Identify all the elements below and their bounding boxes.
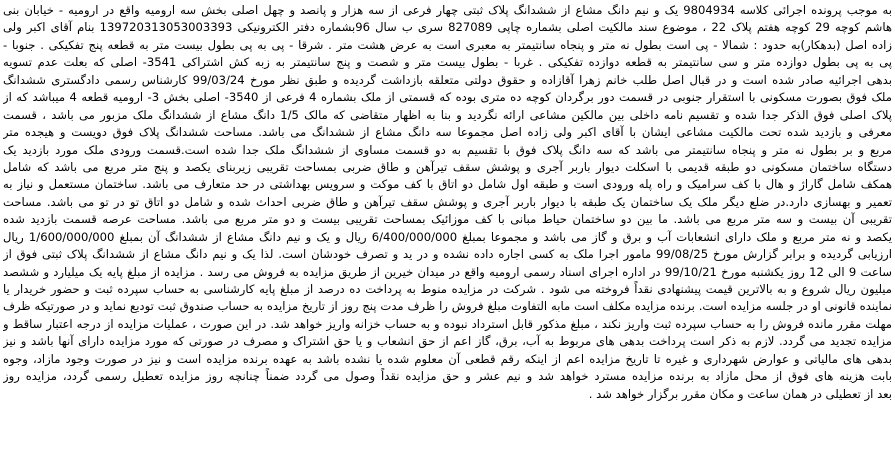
- notice-text-line: میلیون ریال شروع و به بالاترین قیمت پیشنهادی نقداً فروخته می شود . شرکت در مزایده منوط به پرداخت ده درصد از مبلغ پایه کارشناسی به حساب سپرده ثبت و حضور خریدار یا: [3, 282, 892, 296]
- notice-text-line: مزایده تجدید می گردد. لازم به ذکر است پرداخت بدهی های مربوط به آب، برق، گاز اعم از حق انشعاب و یا حق اشتراک و مصرف در صورتی که مورد مزایده دارای آنها باشد و نیز: [3, 334, 892, 349]
- notice-text-line: نماینده قانونی او در جلسه مزایده است. برنده مزایده مکلف است مابه التفاوت مبلغ فروش را ظرف مدت پنج روز از تاریخ مزایده به حساب صندوق ثبت تودیع نماید و در صورتیکه ظرف: [3, 299, 892, 314]
- notice-text-line: ساعت 9 الی 12 روز یکشنبه مورخ 99/10/21 در اداره اجرای اسناد رسمی ارومیه واقع در میدان خیرین از طریق مزایده به فروش می رسد . مزایده از مبلغ پایه یک میلیارد و ششصد: [3, 264, 892, 279]
- notice-text-line: معرفی و بازدید شده تحت مالکیت مشاعی ایشان با آقای اکبر ولی زاده اصل مجموعا سه دانگ مشاع از ششدانگ می باشد. مساحت ششدانگ پلاک فوق دویست و هیجده متر: [3, 125, 892, 140]
- notice-text-line: به موجب پرونده اجرائی کلاسه 9804934 یک و نیم دانگ مشاع از ششدانگ پلاک ثبتی چهار فرعی از سه هزار و پانصد و چهل اصلی بخش سه ارومیه واقع در ارومیه - خیابان بنی: [3, 3, 892, 17]
- notice-text-line: زاده اصل (بدهکار)به حدود : شمالا - پی است بطول نه متر و پنجاه سانتیمتر به معبری است به عرض هشت متر . شرقا - پی به پی بطول بیست متر به قطعه پنج تفکیکی . جنوبا -: [3, 37, 892, 52]
- notice-text-line: بابت هزینه های فوق از محل مازاد به برنده مزایده مسترد خواهد شد و نیم عشر و حق مزایده نقداً وصول می گردد ضمناً چنانچه روز مزایده تعطیل رسمی گردد، مزایده روز: [3, 369, 892, 384]
- notice-text-line: مربع و بر بطول نه متر و پنجاه سانتیمتر می باشد که سه دانگ پلاک فوق با تقسیم به دو قسمت مساوی از ششدانگ ملک جدا شده است.قسمت ورودی ملک مورد بازدید یک: [3, 142, 892, 157]
- notice-text-line: بدهی های مالیاتی و عوارض شهرداری و غیره تا تاریخ مزایده اعم از اینکه رقم قطعی آن معلوم شده یا نشده باشد به عهده برنده مزایده است و نیز در صورت وجود مازاد، وجوه: [3, 351, 892, 366]
- notice-text-line-final: بعد از تعطیلی در همان ساعت و مکان مقرر برگزار خواهد شد .: [588, 386, 892, 401]
- notice-text-line: ارزیابی گردیده و برابر گزارش مورخ 99/08/25 مامور اجرا ملک به کسی اجاره داده نشده و در ید و تصرف خودشان است. لذا یک و نیم دانگ مشاع از ششدانگ پلاک ثبتی فوق از: [3, 247, 892, 262]
- notice-text-line: یکصد و نه متر مربع و ملک دارای انشعابات آب و برق و گاز می باشد و مجموعا بمبلغ 6/400/000/000 ریال و یک و نیم دانگ مشاع از ششدانگ آن بمبلغ 1/600/000/000 ریال: [3, 229, 892, 244]
- notice-text-line: هاشم کوچه 29 کوچه هفتم پلاک 22 ، موضوع سند مالکیت اصلی بشماره چاپی 827089 سری ب سال 96بشماره دفتر الکترونیکی 139720313053003393 بنام آقای اکبر ولی: [3, 20, 892, 35]
- notice-text-line: پلاک اصلی فوق الذکر جدا شده و تقسیم نامه داخلی بین مالکین مشاعی ارائه نگردید و بنا به اظهار متقاضی که مالک 1/5 دانگ مشاع از ششدانگ ملک مزبور می باشد ، قسمت: [3, 107, 892, 122]
- notice-text-line: پی به پی بطول دوازده متر و سی سانتیمتر به قطعه دوازده تفکیکی . غربا - بطول بیست متر و شصت و پنج سانتیمتر به زبه کش اشتراکی 3541- اصلی که بعلت عدم تسویه: [3, 55, 892, 70]
- notice-text-line: ملک فوق بصورت مسکونی با استقرار جنوبی در قسمت دور برگردان کوچه ده متری بوده که قسمتی از ملک بشماره 4 فرعی از 3540- اصلی بخش 3- ارومیه قطعه 4 میباشد که از: [3, 90, 892, 105]
- notice-text-line: تقریبی آن بیست و سه متر مربع می باشد. ما بین دو ساختمان حیاط مبانی با کف موزائیک بمساحت تقریبی بیست و دو متر مربع می باشد. مساحت عرصه قسمت بازدید شده: [3, 212, 892, 227]
- notice-text-line: دستگاه ساختمان مسکونی دو طبقه قدیمی با اسکلت دیوار باربر آجری و پوشش سقف تیرآهن و طاق ضربی بمساحت تقریبی زیربنای یکصد و پنج متر مربع می باشد که شامل: [3, 159, 892, 174]
- notice-text-line: همکف شامل گاراژ و هال با کف سرامیک و راه پله ورودی است و طبقه اول شامل دو اتاق با کف موکت و سرویس بهداشتی در حد متعارف می باشد. ساختمان مستعمل و نیاز به: [3, 177, 892, 192]
- notice-text-line: تعمیر و بهسازی دارد.در ضلع دیگر ملک یک ساختمان یک طبقه با دیوار باربر آجری و پوشش سقف تیرآهن و طاق ضربی احداث شده و شامل دو اتاق تو در تو می باشد. مساحت: [3, 194, 892, 209]
- notice-text-line: بدهی اجرائیه صادر شده است و در قبال اصل طلب خانم زهرا آقازاده و حقوق دولتی متعلقه بازداشت گردیده و طبق نظر مورخ 99/03/24 کارشناس رسمی دادگستری ششدانگ: [3, 72, 892, 87]
- notice-text-line: مهلت مقرر مانده فروش را به حساب سپرده ثبت واریز نکند ، مبلغ مذکور قابل استرداد نبوده و به حساب خزانه واریز خواهد شد. در این صورت ، عملیات مزایده از درجه اعتبار ساقط و: [3, 316, 892, 331]
